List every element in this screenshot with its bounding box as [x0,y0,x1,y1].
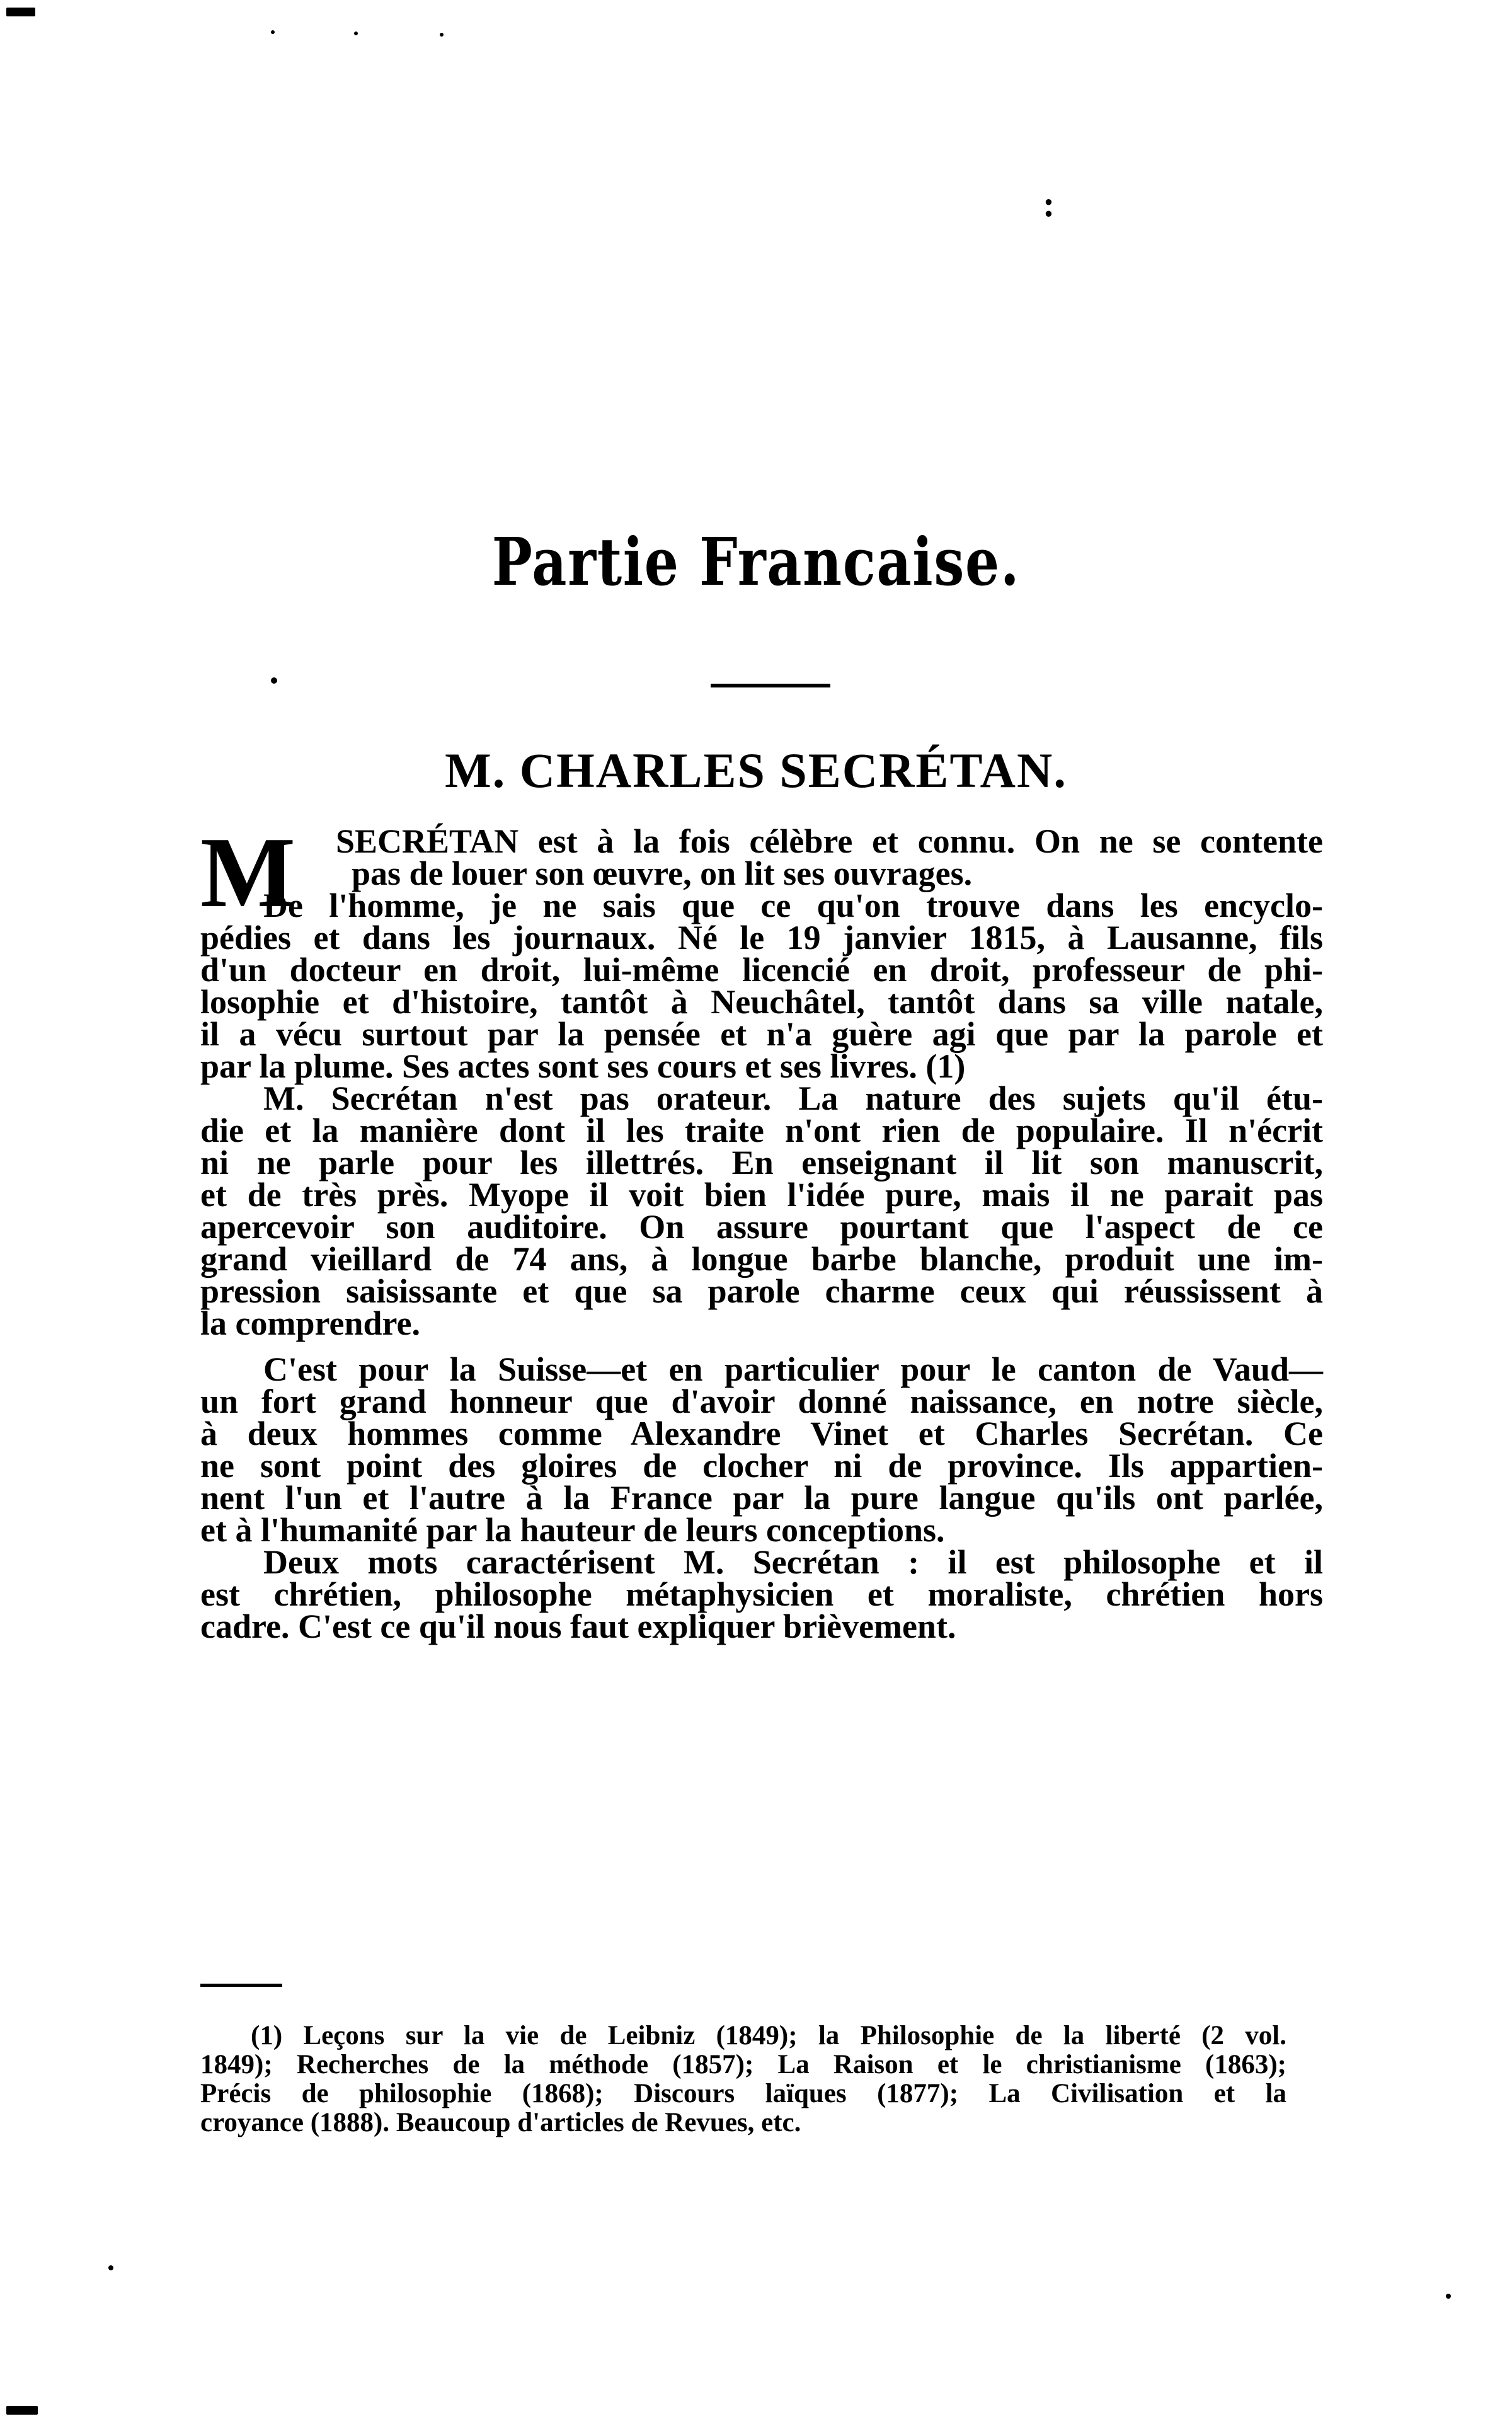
body-line: pression saisissante et que sa parole charme ceux qui réussissent à [200,1272,1323,1310]
scan-speck [440,33,444,37]
drop-cap: M [200,816,296,928]
article-title: M. CHARLES SECRÉTAN. [445,743,1067,798]
body-line: De l'homme, je ne sais que ce qu'on trouve dans les encyclo- [263,887,1323,924]
body-line: par la plume. Ses actes sont ses cours et ses livres. (1) [200,1047,966,1085]
scan-speck [6,2406,38,2415]
body-line: pas de louer son œuvre, on lit ses ouvrages. [352,854,973,892]
scan-speck [271,677,277,684]
body-line: SECRÉTAN est à la fois célèbre et connu. On ne se contente [336,822,1323,860]
body-line: à deux hommes comme Alexandre Vinet et Charles Secrétan. Ce [200,1415,1323,1452]
body-line: la comprendre. [200,1304,420,1342]
article-body [200,816,1323,1645]
scan-speck [271,30,275,34]
scan-speck [6,8,35,16]
body-line: cadre. C'est ce qu'il nous faut expliquer brièvement. [200,1607,956,1645]
body-line: pédies et dans les journaux. Né le 19 janvier 1815, à Lausanne, fils [200,919,1323,957]
footnote-line: Précis de philosophie (1868); Discours laïques (1877); La Civilisation et la [200,2079,1286,2108]
body-line: et à l'humanité par la hauteur de leurs conceptions. [200,1511,945,1549]
body-line: C'est pour la Suisse—et en particulier pour le canton de Vaud— [263,1350,1323,1388]
scan-speck [354,32,358,35]
body-line: losophie et d'histoire, tantôt à Neuchâtel, tantôt dans sa ville natale, [200,983,1323,1021]
footnote-line: 1849); Recherches de la méthode (1857); La Raison et le christianisme (1863); [200,2050,1286,2079]
body-line: est chrétien, philosophe métaphysicien et moraliste, chrétien hors [200,1575,1323,1613]
body-line: ne sont point des gloires de clocher ni de province. Ils appartien- [200,1447,1323,1485]
footnote-line: croyance (1888). Beaucoup d'articles de Revues, etc. [200,2108,801,2137]
body-line: nent l'un et l'autre à la France par la pure langue qu'ils ont parlée, [200,1479,1323,1517]
body-line: ni ne parle pour les illettrés. En enseignant il lit son manuscrit, [200,1144,1323,1181]
footnote-rule [200,1984,282,1987]
body-line: apercevoir son auditoire. On assure pourtant que l'aspect de ce [200,1208,1323,1246]
body-line: et de très près. Myope il voit bien l'idée pure, mais il ne parait pas [200,1176,1323,1214]
body-line: un fort grand honneur que d'avoir donné naissance, en notre siècle, [200,1383,1323,1420]
footnote-line: (1) Leçons sur la vie de Leibniz (1849); la Philosophie de la liberté (2 vol. [251,2021,1286,2050]
section-heading: Partie Francaise. [491,523,1021,601]
body-line: grand vieillard de 74 ans, à longue barbe blanche, produit une im- [200,1240,1323,1278]
heading-rule [711,684,830,687]
page-marker: : [1043,183,1055,224]
body-line: il a vécu surtout par la pensée et n'a guère agi que par la parole et [200,1015,1323,1053]
body-line: d'un docteur en droit, lui-même licencié en droit, professeur de phi- [200,951,1323,989]
scan-speck [1446,2294,1451,2299]
footnote [200,2021,1286,2137]
body-line: die et la manière dont il les traite n'ont rien de populaire. Il n'écrit [200,1112,1323,1149]
body-line: Deux mots caractérisent M. Secrétan : il est philosophe et il [263,1543,1323,1581]
scan-speck [108,2265,113,2270]
body-line: M. Secrétan n'est pas orateur. La nature des sujets qu'il étu- [263,1079,1323,1117]
